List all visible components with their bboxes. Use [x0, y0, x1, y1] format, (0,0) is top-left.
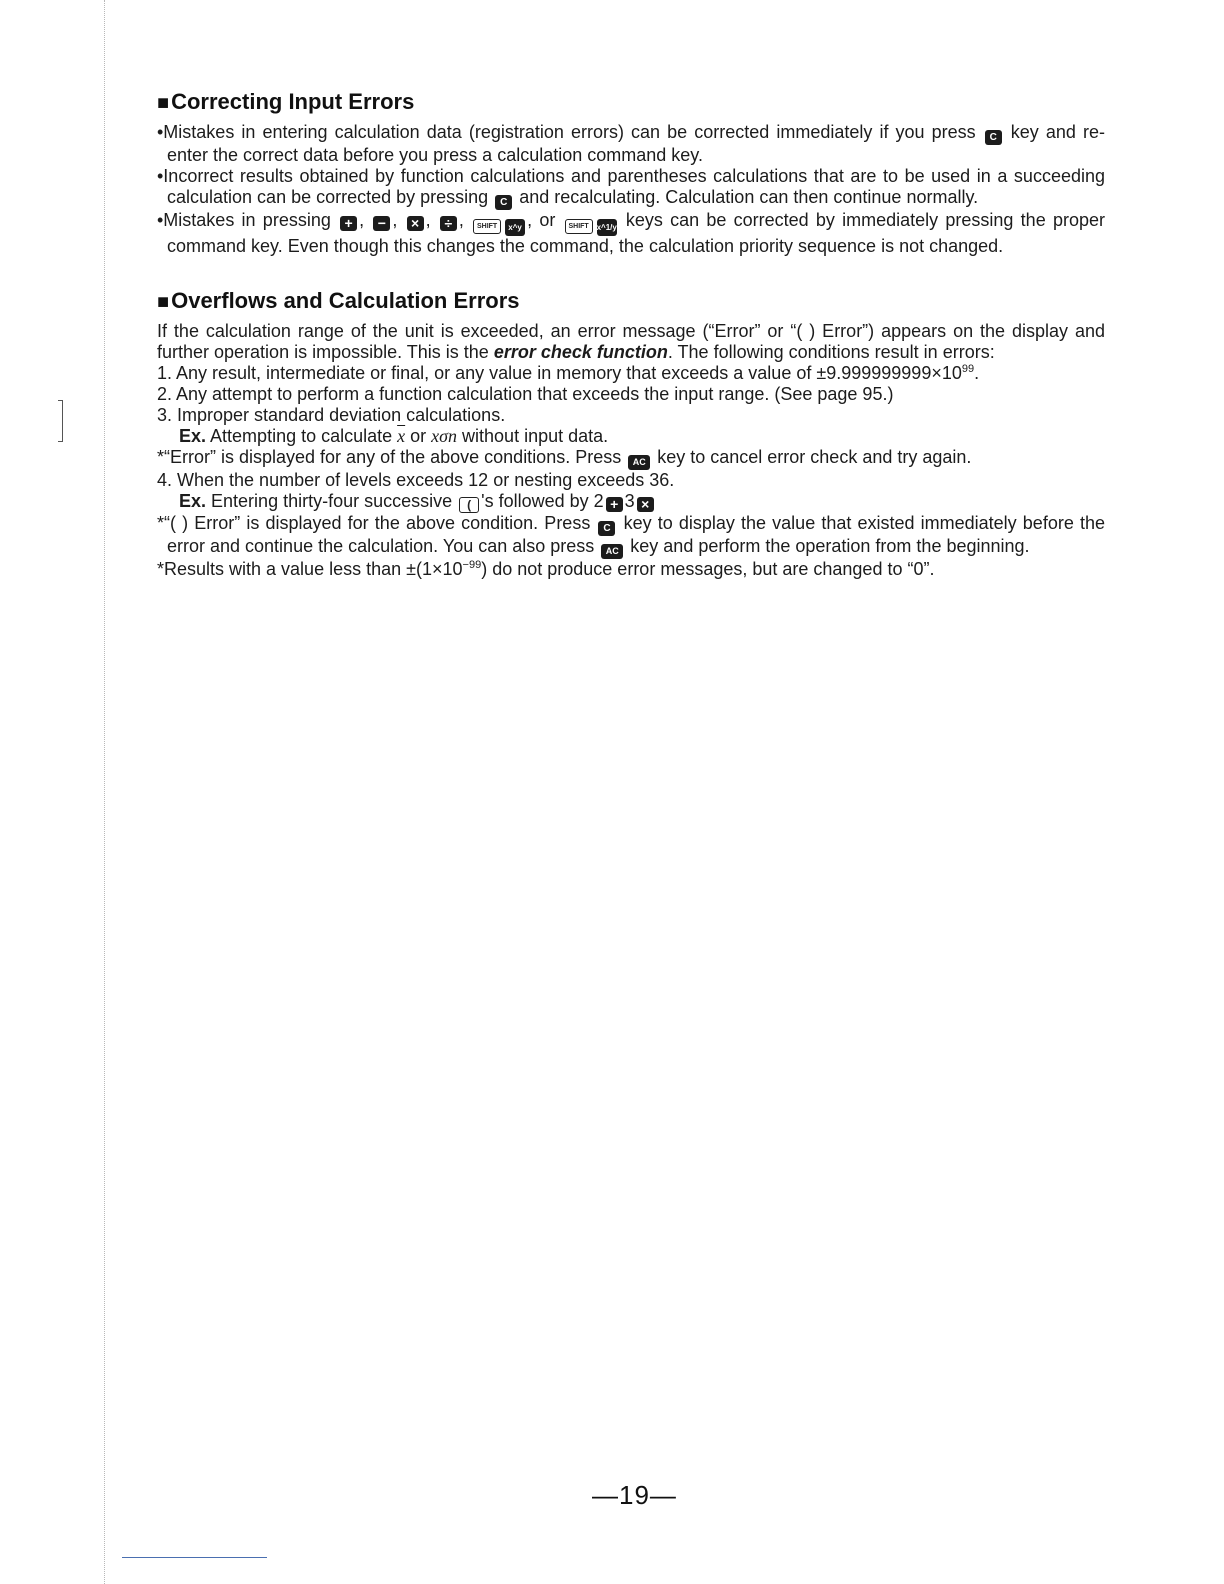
note-underflow: *Results with a value less than $\pm(1\times 10^{-99})$ do not produce error messages, but are changed to “0”. — [157, 559, 935, 579]
section-heading-overflows — [157, 287, 1105, 316]
c-key-icon: C — [495, 195, 512, 210]
heading-text: Overflows and Calculation Errors — [171, 288, 520, 313]
margin-bracket-mark — [58, 400, 63, 442]
power-key-icon: x^y — [505, 219, 525, 236]
root-key-icon: x^1/y — [597, 219, 617, 236]
binding-margin-line — [104, 0, 105, 1584]
divide-key-icon: ÷ — [440, 216, 457, 231]
page-number: —19— — [592, 1480, 677, 1510]
open-paren-key-icon: ( — [459, 497, 479, 513]
bullet-incorrect-results: •Incorrect results obtained by function calculations and parentheses calculations that are to be used in a succeeding calculation can be corrected by pressing C and recalculating. Calculation can then continue normally. — [157, 166, 1105, 208]
example-1: Ex. Attempting to calculate $\overline{x}$ or xσn without input data. — [179, 426, 609, 446]
list-item-3: 3. Improper standard deviation calculations. — [157, 405, 506, 425]
plus-key-icon: + — [340, 216, 357, 231]
plus-key-icon: + — [606, 497, 623, 512]
heading-text: Correcting Input Errors — [171, 89, 415, 114]
footer-rule — [122, 1557, 267, 1558]
note-paren-error: *“( ) Error” is displayed for the above condition. Press C key to display the value that existed immediately before the error and continue the calculation. You can also press AC key and perform the operation from the beginning. — [157, 513, 1105, 559]
page-content — [157, 88, 1105, 580]
c-key-icon: C — [985, 130, 1002, 145]
heading-square-marker: ■ — [157, 92, 170, 114]
minus-key-icon: − — [373, 216, 390, 231]
ac-key-icon: AC — [628, 455, 650, 470]
overflow-intro: If the calculation range of the unit is exceeded, an error message (“Error” or “( ) Error”) appears on the display and further operation is impossible. This is the error check function. The following conditions result in errors: — [157, 321, 1105, 362]
multiply-key-icon: × — [637, 497, 654, 512]
section-heading-correcting-input-errors — [157, 88, 1105, 117]
ac-key-icon: AC — [601, 544, 623, 559]
example-2: Ex. Entering thirty-four successive ( 's followed by 2 + 3 × — [157, 491, 1105, 513]
mean-symbol: $\overline{x}$ — [397, 426, 406, 446]
list-item-2: 2. Any attempt to perform a function calculation that exceeds the input range. (See page 95.) — [157, 384, 894, 404]
multiply-key-icon: × — [407, 216, 424, 231]
bullet-command-key-mistakes: •Mistakes in pressing + , − , × , ÷ , SHIFT x^y , or SHIFT x^1/y keys can be corrected by immediately pressing the proper command key. Even though this changes the command, the calculation priority sequence is not changed. — [157, 210, 1105, 256]
bullet-registration-errors: •Mistakes in entering calculation data (registration errors) can be corrected immediately if you press C key and re-enter the correct data before you press a calculation command key. — [157, 122, 1105, 165]
note-error-ac: *“Error” is displayed for any of the above conditions. Press AC key to cancel error check and try again. — [157, 447, 1105, 470]
std-dev-symbol: xσn — [431, 426, 458, 446]
shift-key-icon: SHIFT — [565, 219, 593, 234]
list-item-4: 4. When the number of levels exceeds 12 or nesting exceeds 36. — [157, 470, 675, 490]
heading-square-marker: ■ — [157, 291, 170, 313]
c-key-icon: C — [598, 521, 615, 536]
shift-key-icon: SHIFT — [473, 219, 501, 234]
list-item-1: 1. Any result, intermediate or final, or any value in memory that exceeds a value of $\pm 9.999999999\times 10^{99}$. — [157, 363, 980, 383]
error-check-function-term: error check function — [493, 342, 668, 362]
